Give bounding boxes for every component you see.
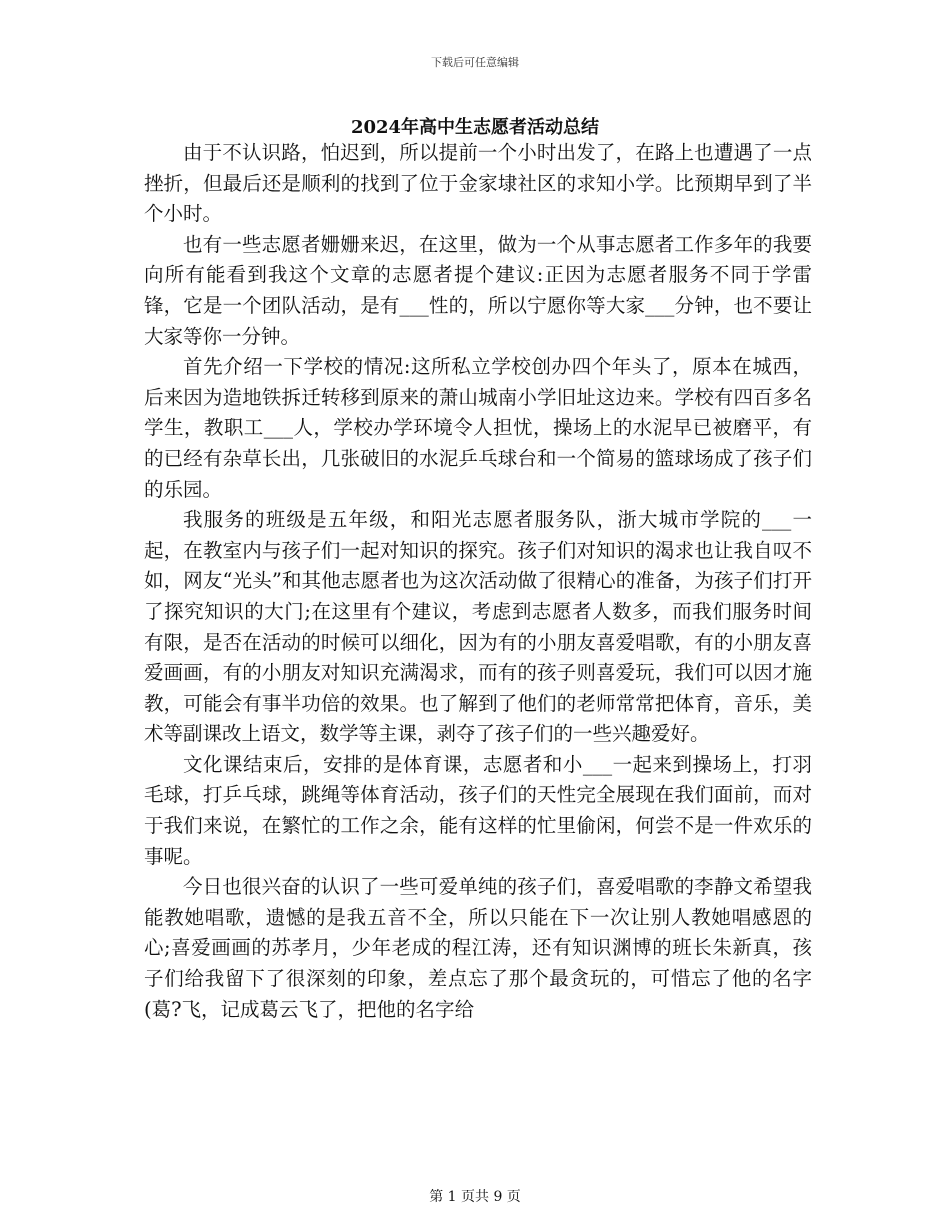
paragraph: 首先介绍一下学校的情况:这所私立学校创办四个年头了，原本在城西，后来因为造地铁拆迁转移到原来的萧山城南小学旧址这边来。学校有四百多名学生，教职工___人，学校办学环境令人担忧，操场上的水泥早已被磨平，有的已经有杂草长出，几张破旧的水泥乒乓球台和一个简易的篮球场成了孩子们的乐园。 <box>144 355 812 501</box>
paragraph: 文化课结束后，安排的是体育课，志愿者和小___一起来到操场上，打羽毛球，打乒乓球，跳绳等体育活动，孩子们的天性完全展现在我们面前，而对于我们来说，在繁忙的工作之余，能有这样的忙里偷闲，何尝不是一件欢乐的事呢。 <box>144 752 812 868</box>
document-title: 2024年高中生志愿者活动总结 <box>350 117 600 138</box>
page-number-footer: 第 1 页共 9 页 <box>429 1189 521 1205</box>
paragraph: 也有一些志愿者姗姗来迟，在这里，做为一个从事志愿者工作多年的我要向所有能看到我这个文章的志愿者提个建议:正因为志愿者服务不同于学雷锋，它是一个团队活动，是有___性的，所以宁愿你等大家___分钟，也不要让大家等你一分钟。 <box>144 232 812 348</box>
document-body <box>144 138 812 1025</box>
header-note: 下载后可任意编辑 <box>431 56 519 69</box>
paragraph: 我服务的班级是五年级，和阳光志愿者服务队，浙大城市学院的___一起，在教室内与孩子们一起对知识的探究。孩子们对知识的渴求也让我自叹不如，网友“光头”和其他志愿者也为这次活动做了很精心的准备，为孩子们打开了探究知识的大门;在这里有个建议，考虑到志愿者人数多，而我们服务时间有限，是否在活动的时候可以细化，因为有的小朋友喜爱唱歌，有的小朋友喜爱画画，有的小朋友对知识充满渴求，而有的孩子则喜爱玩，我们可以因才施教，可能会有事半功倍的效果。也了解到了他们的老师常常把体育，音乐，美术等副课改上语文，数学等主课，剥夺了孩子们的一些兴趣爱好。 <box>144 508 812 746</box>
paragraph: 今日也很兴奋的认识了一些可爱单纯的孩子们，喜爱唱歌的李静文希望我能教她唱歌，遗憾的是我五音不全，所以只能在下一次让别人教她唱感恩的心;喜爱画画的苏孝月，少年老成的程江涛，还有知识渊博的班长朱新真，孩子们给我留下了很深刻的印象，差点忘了那个最贪玩的，可惜忘了他的名字(葛?飞，记成葛云飞了，把他的名字给 <box>144 875 812 1021</box>
paragraph: 由于不认识路，怕迟到，所以提前一个小时出发了，在路上也遭遇了一点挫折，但最后还是顺利的找到了位于金家埭社区的求知小学。比预期早到了半个小时。 <box>144 141 812 226</box>
